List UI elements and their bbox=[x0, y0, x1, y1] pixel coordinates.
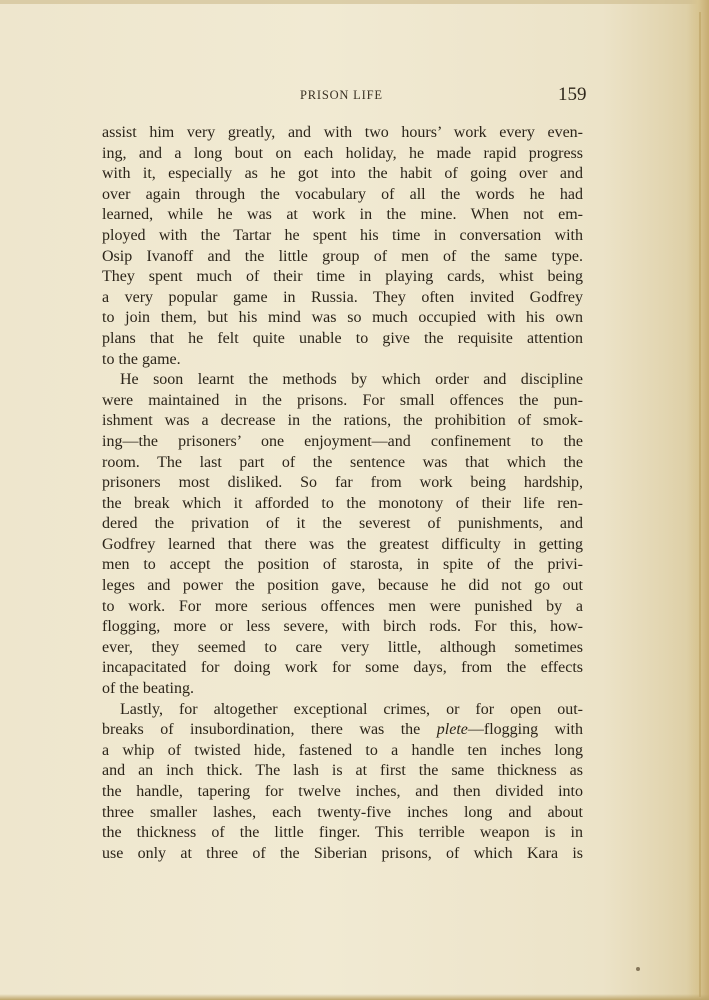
text-line: plans that he felt quite unable to give the requisite attention bbox=[102, 329, 583, 347]
text-line: to work. For more serious offences men were punished by a bbox=[102, 597, 583, 615]
page-top-edge bbox=[0, 0, 709, 4]
text-line: with it, especially as he got into the habit of going over and bbox=[102, 165, 583, 183]
page-speck bbox=[636, 967, 640, 971]
text-line: ishment was a decrease in the rations, the prohibition of smok- bbox=[102, 412, 583, 430]
text-line: the handle, tapering for twelve inches, and then divided into bbox=[102, 783, 583, 800]
page-right-edge bbox=[687, 0, 709, 1000]
text-line: dered the privation of it the severest of punishments, and bbox=[102, 515, 583, 533]
running-head: PRISON LIFE bbox=[300, 88, 383, 102]
text-line: a very popular game in Russia. They often invited Godfrey bbox=[102, 288, 583, 306]
text-line: the break which it afforded to the monotony of their life ren- bbox=[102, 494, 583, 512]
text-segment: —flogging with bbox=[467, 721, 583, 739]
text-line: learned, while he was at work in the mine. When not em- bbox=[102, 206, 583, 224]
text-line: ing—the prisoners’ one enjoyment—and confinement to the bbox=[102, 432, 583, 450]
paragraph-end-line: of the beating. bbox=[102, 680, 194, 698]
text-line: Godfrey learned that there was the greatest difficulty in getting bbox=[102, 535, 583, 553]
paragraph-start-line: Lastly, for altogether exceptional crimes, or for open out- bbox=[120, 700, 583, 718]
text-line: use only at three of the Siberian prisons, of which Kara is bbox=[102, 844, 583, 862]
text-line: the thickness of the little finger. This terrible weapon is in bbox=[102, 824, 583, 842]
italic-term: plete bbox=[436, 721, 468, 739]
text-line: over again through the vocabulary of all the words he had bbox=[102, 185, 583, 203]
body-text bbox=[102, 123, 583, 864]
text-line: flogging, more or less severe, with birch rods. For this, how- bbox=[102, 618, 583, 636]
page-number: 159 bbox=[558, 84, 587, 105]
text-line: leges and power the position gave, because he did not go out bbox=[102, 577, 583, 595]
text-line: assist him very greatly, and with two hours’ work every even- bbox=[102, 124, 583, 141]
text-line: room. The last part of the sentence was that which the bbox=[102, 453, 583, 471]
text-line: ing, and a long bout on each holiday, he made rapid progress bbox=[102, 144, 583, 162]
text-line: and an inch thick. The lash is at first the same thickness as bbox=[102, 762, 583, 780]
text-line: a whip of twisted hide, fastened to a handle ten inches long bbox=[102, 741, 583, 759]
text-line: three smaller lashes, each twenty-five inches long and about bbox=[102, 803, 583, 821]
page-bottom-edge bbox=[0, 994, 709, 1000]
binding-shadow-line bbox=[699, 12, 701, 997]
text-line: ever, they seemed to care very little, although sometimes bbox=[102, 638, 583, 656]
text-line: men to accept the position of starosta, in spite of the privi- bbox=[102, 556, 583, 574]
text-line-with-italic bbox=[102, 720, 583, 741]
text-line: to join them, but his mind was so much occupied with his own bbox=[102, 309, 583, 327]
text-line: incapacitated for doing work for some days, from the effects bbox=[102, 659, 583, 677]
text-line: Osip Ivanoff and the little group of men of the same type. bbox=[102, 247, 583, 265]
text-line: prisoners most disliked. So far from work being hardship, bbox=[102, 474, 583, 492]
paragraph-end-line: to the game. bbox=[102, 350, 181, 368]
text-line: They spent much of their time in playing cards, whist being bbox=[102, 268, 583, 286]
paragraph-start-line: He soon learnt the methods by which order and discipline bbox=[120, 371, 583, 389]
text-segment: breaks of insubordination, there was the bbox=[102, 721, 437, 739]
text-line: ployed with the Tartar he spent his time in conversation with bbox=[102, 226, 583, 244]
text-line: were maintained in the prisons. For small offences the pun- bbox=[102, 391, 583, 409]
